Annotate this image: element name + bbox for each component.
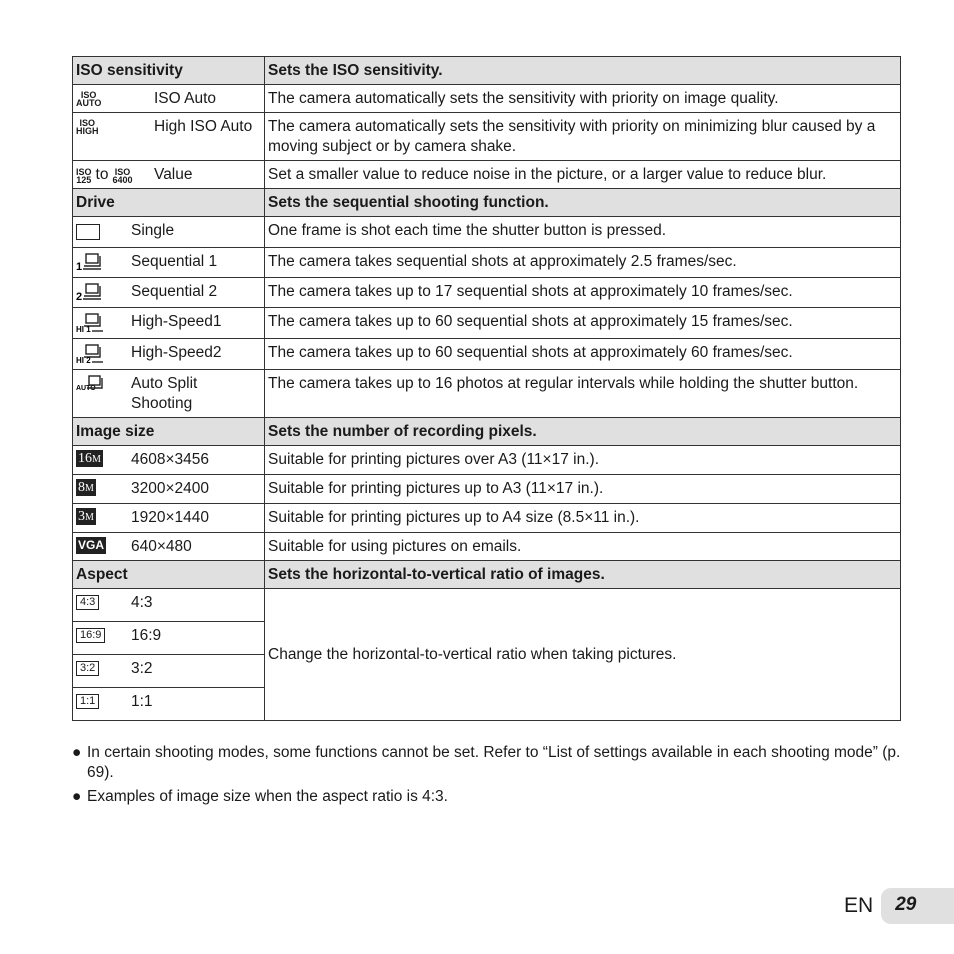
section-title: Image size [73, 418, 265, 446]
table-row [73, 533, 901, 561]
option-label: ISO Auto [154, 90, 217, 107]
option-label: 640×480 [131, 538, 192, 555]
table-row [73, 113, 901, 161]
aspect-3-2-icon: 3:2 [76, 659, 124, 676]
option-label: High-Speed1 [131, 313, 222, 330]
table-row [73, 278, 901, 308]
note-text: In certain shooting modes, some functions cannot be set. Refer to “List of settings available in each shooting mode” (p. 69). [87, 744, 901, 781]
language-label: EN [844, 894, 874, 917]
option-label: High-Speed2 [131, 344, 222, 361]
svg-text:HI 1: HI 1 [76, 325, 91, 334]
table-row [73, 308, 901, 339]
iso-value-icon: ISO 125 to ISO 6400 [76, 166, 133, 185]
option-label: 3:2 [131, 660, 153, 677]
section-description: Sets the sequential shooting function. [265, 189, 901, 217]
option-label: Auto Split Shooting [131, 375, 198, 412]
sequential-2-icon [76, 282, 124, 302]
page-footer [844, 888, 954, 924]
option-label: 1:1 [131, 693, 153, 710]
option-description: The camera takes sequential shots at approximately 2.5 frames/sec. [265, 248, 901, 278]
option-label: Sequential 1 [131, 253, 218, 270]
option-description: The camera takes up to 60 sequential shots at approximately 15 frames/sec. [265, 308, 901, 339]
high-speed-1-icon [76, 312, 124, 334]
single-frame-icon [76, 221, 124, 240]
option-label: 1920×1440 [131, 509, 210, 526]
option-description: One frame is shot each time the shutter button is pressed. [265, 217, 901, 248]
option-label: Value [154, 166, 193, 183]
option-label: High ISO Auto [154, 118, 253, 135]
svg-text:HI 2: HI 2 [76, 356, 91, 365]
section-header-drive [73, 189, 901, 217]
table-row [73, 339, 901, 370]
table-row [73, 504, 901, 533]
bullet: ● [72, 744, 82, 761]
size-vga-icon: VGA [78, 538, 105, 552]
option-label: 4608×3456 [131, 451, 210, 468]
option-description: Suitable for printing pictures up to A3 (11×17 in.). [265, 475, 901, 504]
size-8m-icon: 8M [78, 480, 94, 495]
table-row [73, 217, 901, 248]
iso-high-icon: ISO HIGH [76, 118, 99, 136]
option-description: The camera takes up to 60 sequential shots at approximately 60 frames/sec. [265, 339, 901, 370]
note-item [72, 743, 902, 783]
table-row [73, 589, 901, 622]
option-description: Suitable for printing pictures over A3 (11×17 in.). [265, 446, 901, 475]
option-description: Suitable for using pictures on emails. [265, 533, 901, 561]
size-3m-icon: 3M [78, 509, 94, 524]
section-description: Sets the horizontal-to-vertical ratio of images. [265, 561, 901, 589]
section-header-aspect [73, 561, 901, 589]
option-description: The camera takes up to 17 sequential shots at approximately 10 frames/sec. [265, 278, 901, 308]
svg-text:2: 2 [76, 291, 83, 302]
note-text: Examples of image size when the aspect ratio is 4:3. [87, 788, 448, 805]
section-header-image-size [73, 418, 901, 446]
option-description: The camera takes up to 16 photos at regular intervals while holding the shutter button. [265, 370, 901, 418]
section-description: Sets the ISO sensitivity. [265, 57, 901, 85]
size-16m-icon: 16M [78, 451, 101, 466]
option-description: Set a smaller value to reduce noise in the picture, or a larger value to reduce blur. [265, 161, 901, 189]
option-description: Change the horizontal-to-vertical ratio when taking pictures. [265, 589, 901, 721]
auto-split-icon [76, 374, 124, 394]
table-row [73, 370, 901, 418]
option-description: Suitable for printing pictures up to A4 size (8.5×11 in.). [265, 504, 901, 533]
settings-table [72, 56, 901, 721]
table-row [73, 248, 901, 278]
option-description: The camera automatically sets the sensitivity with priority on minimizing blur caused by a moving subject or by camera shake. [265, 113, 901, 161]
iso-auto-icon: ISO AUTO [76, 90, 102, 108]
high-speed-2-icon [76, 343, 124, 365]
page-number: 29 [881, 888, 954, 924]
notes [72, 743, 902, 811]
section-title: Drive [73, 189, 265, 217]
note-item [72, 787, 902, 807]
table-row [73, 161, 901, 189]
option-label: 4:3 [131, 594, 153, 611]
option-label: Single [131, 222, 175, 239]
section-title: ISO sensitivity [73, 57, 265, 85]
table-row [73, 446, 901, 475]
aspect-4-3-icon: 4:3 [76, 593, 124, 610]
svg-text:1: 1 [76, 261, 83, 272]
section-description: Sets the number of recording pixels. [265, 418, 901, 446]
option-label: Sequential 2 [131, 283, 218, 300]
option-label: 3200×2400 [131, 480, 210, 497]
bullet: ● [72, 788, 82, 805]
section-header-iso [73, 57, 901, 85]
option-label: 16:9 [131, 627, 162, 644]
sequential-1-icon [76, 252, 124, 272]
table-row [73, 475, 901, 504]
table-row [73, 85, 901, 113]
svg-text:AUTO: AUTO [76, 385, 96, 392]
option-description: The camera automatically sets the sensitivity with priority on image quality. [265, 85, 901, 113]
aspect-16-9-icon: 16:9 [76, 626, 124, 643]
aspect-1-1-icon: 1:1 [76, 692, 124, 709]
section-title: Aspect [73, 561, 265, 589]
